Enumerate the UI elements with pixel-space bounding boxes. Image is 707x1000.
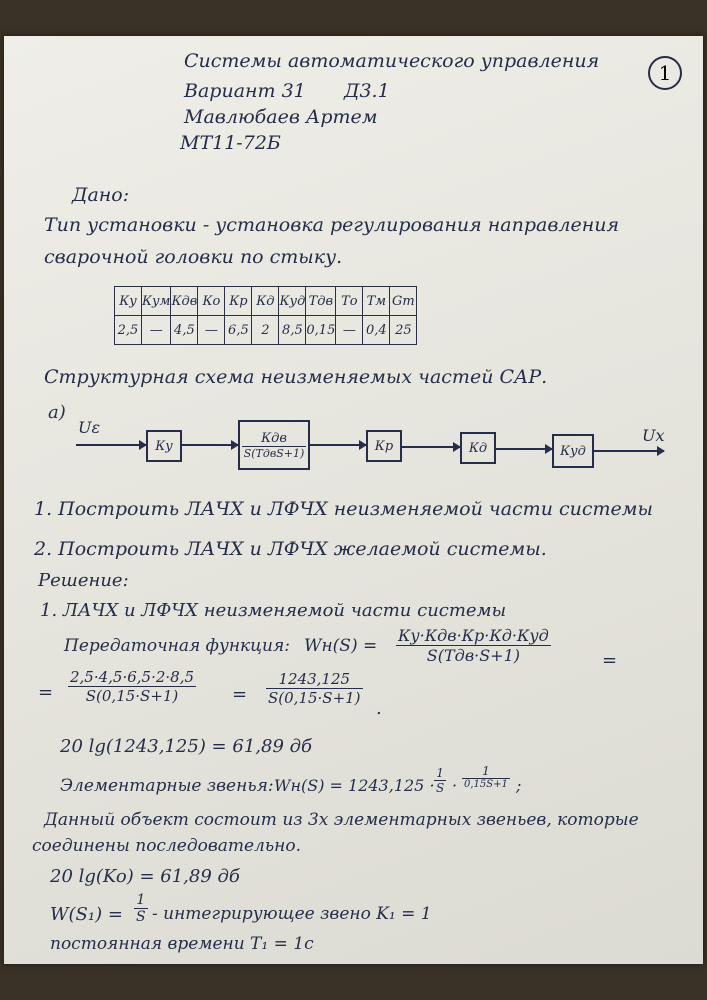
param-header: Куд xyxy=(279,287,306,316)
param-value: 0,4 xyxy=(363,316,390,345)
tf-denominator: S(Tдв·S+1) xyxy=(426,646,520,665)
eq-sign-before: = xyxy=(38,682,54,703)
given-line-1: Тип установки - установка регулирования направления xyxy=(44,214,620,236)
elem-f1-den: S xyxy=(436,781,445,795)
result-frac xyxy=(266,670,363,707)
given-line-2: сварочной головки по стыку. xyxy=(44,246,343,268)
calc-numerator: 2,5·4,5·6,5·2·8,5 xyxy=(70,668,195,686)
param-value: — xyxy=(142,316,171,345)
param-value: — xyxy=(336,316,363,345)
solution-subtitle: 1. ЛАЧХ и ЛФЧХ неизменяемой части системы xyxy=(40,600,507,621)
course-title: Системы автоматического управления xyxy=(184,50,600,72)
w-s1-lhs: W(S₁) = xyxy=(50,904,123,925)
object-line-2: соединены последовательно. xyxy=(32,836,301,856)
elem-frac-2-inner xyxy=(462,764,510,790)
param-header: Ку xyxy=(115,287,142,316)
param-header: Кр xyxy=(225,287,252,316)
log-line: 20 lg(1243,125) = 61,89 дб xyxy=(60,736,313,757)
block-kud xyxy=(552,434,594,468)
calc-denominator: S(0,15·S+1) xyxy=(85,687,179,705)
param-value: 25 xyxy=(390,316,417,345)
param-header: Ко xyxy=(198,287,225,316)
params-header-row xyxy=(115,287,417,316)
arrow-input xyxy=(76,444,146,446)
param-value: 2,5 xyxy=(115,316,142,345)
w-s1-frac xyxy=(134,892,148,925)
block-kdv-den: S(TдвS+1) xyxy=(243,446,305,460)
diagram-input-label: Uε xyxy=(78,418,101,437)
result-dot: . xyxy=(376,698,382,719)
arrow-1 xyxy=(182,444,238,446)
param-value: — xyxy=(198,316,225,345)
param-value: 2 xyxy=(252,316,279,345)
elem-label: Элементарные звенья: xyxy=(60,776,274,796)
elem-frac-1 xyxy=(434,766,446,795)
group-label: МТ11-72Б xyxy=(180,132,281,154)
w-s1-den: S xyxy=(136,909,146,925)
block-kd-label: Кд xyxy=(468,440,488,456)
diagram-title: Структурная схема неизменяемых частей САР. xyxy=(44,366,548,388)
block-kud-label: Куд xyxy=(560,443,586,459)
calc-frac xyxy=(68,668,196,705)
param-header: То xyxy=(336,287,363,316)
elem-f2-den: 0,15S+1 xyxy=(464,779,508,790)
tf-lhs: Wн(S) = xyxy=(304,636,378,656)
result-denominator: S(0,15·S+1) xyxy=(268,689,361,707)
param-header: Тдв xyxy=(306,287,336,316)
elem-dot: · xyxy=(452,776,458,795)
block-kdv-num: Кдв xyxy=(242,431,307,447)
eq-mid: = xyxy=(232,684,248,705)
tf-frac xyxy=(396,626,551,665)
time-constant: постоянная времени T₁ = 1с xyxy=(50,934,314,954)
block-kp-label: Кр xyxy=(374,438,394,454)
object-line-1: Данный объект состоит из 3х элементарных звеньев, которые xyxy=(44,810,639,830)
arrow-output xyxy=(594,450,664,452)
variant-label: Вариант 31 xyxy=(184,80,306,102)
param-value: 0,15 xyxy=(306,316,336,345)
params-table xyxy=(114,286,417,345)
param-header: Кдв xyxy=(171,287,198,316)
params-value-row xyxy=(115,316,417,345)
eq-sign-after: = xyxy=(602,650,618,671)
param-header: Кум xyxy=(142,287,171,316)
log-k0: 20 lg(Ko) = 61,89 дб xyxy=(50,866,240,887)
param-header: Gm xyxy=(390,287,417,316)
param-value: 8,5 xyxy=(279,316,306,345)
block-kp xyxy=(366,430,402,462)
diagram-output-label: Uх xyxy=(642,426,665,445)
task-code: Д3.1 xyxy=(344,80,390,102)
task-1: 1. Построить ЛАЧХ и ЛФЧХ неизменяемой части системы xyxy=(34,498,653,520)
result-numerator: 1243,125 xyxy=(266,670,363,689)
block-kd xyxy=(460,432,496,464)
task-2: 2. Построить ЛАЧХ и ЛФЧХ желаемой системы. xyxy=(34,538,547,560)
elem-end: ; xyxy=(516,776,522,795)
block-ky xyxy=(146,430,182,462)
tf-label: Передаточная функция: xyxy=(64,636,290,656)
solution-title: Решение: xyxy=(38,570,129,591)
param-header: Тм xyxy=(363,287,390,316)
tf-fraction xyxy=(396,626,551,665)
block-kdv xyxy=(238,420,310,470)
block-kdv-fraction xyxy=(242,431,307,460)
elem-lhs: Wн(S) = 1243,125 · xyxy=(274,776,435,795)
w-s1-num: 1 xyxy=(134,892,148,909)
elem-f1-num: 1 xyxy=(434,766,446,781)
param-header: Кд xyxy=(252,287,279,316)
author-name: Мавлюбаев Артем xyxy=(184,106,378,128)
elem-f2-num: 1 xyxy=(462,764,510,779)
arrow-3 xyxy=(402,446,460,448)
arrow-2 xyxy=(310,444,366,446)
param-value: 4,5 xyxy=(171,316,198,345)
calc-fraction xyxy=(68,668,196,705)
page-number: 1 xyxy=(648,56,682,90)
w-s1-frac-inner xyxy=(134,892,148,925)
param-value: 6,5 xyxy=(225,316,252,345)
result-fraction xyxy=(266,670,363,707)
given-title: Дано: xyxy=(72,184,130,206)
diagram-label-a: а) xyxy=(48,402,66,423)
paper-sheet xyxy=(4,36,703,964)
elem-frac-1-inner xyxy=(434,766,446,795)
w-s1-rhs: - интегрирующее звено K₁ = 1 xyxy=(152,904,432,924)
block-ky-label: Ку xyxy=(155,438,173,454)
elem-frac-2 xyxy=(462,764,510,790)
tf-numerator: Ку·Кдв·Кр·Кд·Куд xyxy=(398,626,549,645)
arrow-4 xyxy=(496,448,552,450)
